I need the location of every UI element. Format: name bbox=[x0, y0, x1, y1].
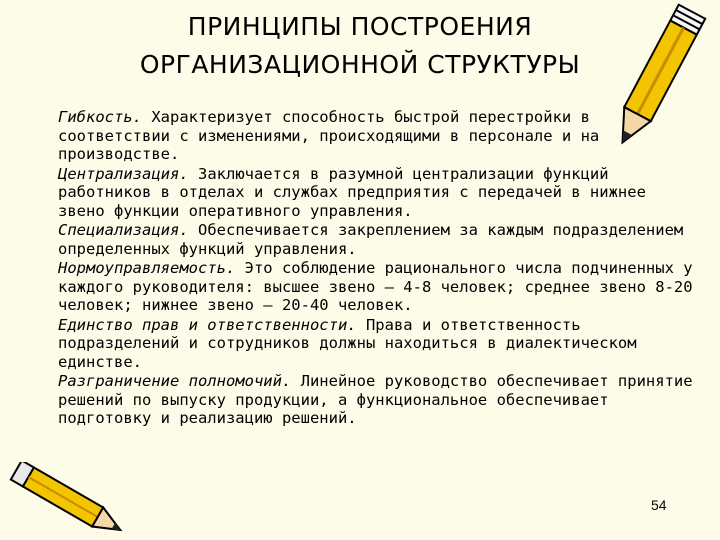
principle-text: Заключается в разумной централизации функций работников в отделах и службах предприятия с передачей в нижнее звено функции оперативного управления. bbox=[58, 164, 646, 220]
page-number: 54 bbox=[651, 497, 667, 513]
principle-text: Линейное руководство обеспечивает принятие решений по выпуску продукции, а функциональное обеспечивает подготовку и реализацию решений. bbox=[58, 372, 693, 427]
title-line-2: ОРГАНИЗАЦИОННОЙ СТРУКТУРЫ bbox=[139, 50, 581, 79]
principle-text: Это соблюдение рационального числа подчиненных у каждого руководителя: высшее звено – 4-8 человек; среднее звено 8-20 человек; нижнее звено – 20-40 человек. bbox=[58, 259, 693, 314]
principle-flexibility bbox=[58, 108, 698, 164]
principle-centralization bbox=[58, 165, 698, 221]
pencil-icon bbox=[0, 462, 140, 540]
principle-term: Нормоуправляемость. bbox=[58, 259, 236, 277]
principles-list bbox=[58, 108, 698, 429]
principle-term: Единство прав и ответственности. bbox=[58, 315, 357, 334]
principle-specialization bbox=[58, 221, 698, 258]
title-line-1: ПРИНЦИПЫ ПОСТРОЕНИЯ bbox=[187, 12, 533, 41]
principle-text: Характеризует способность быстрой перестройки в соответствии с изменениями, происходящими в персонале и на производстве. bbox=[58, 108, 600, 163]
principle-unity-of-rights bbox=[58, 316, 698, 372]
principle-term: Специализация. bbox=[58, 221, 189, 239]
principle-span-of-control bbox=[58, 259, 698, 315]
principle-delegation bbox=[58, 372, 698, 428]
principle-text: Обеспечивается закреплением за каждым подразделением определенных функций управления. bbox=[58, 221, 684, 258]
principle-term: Гибкость. bbox=[58, 108, 142, 126]
slide-title bbox=[60, 8, 660, 84]
principle-term: Разграничение полномочий. bbox=[58, 372, 292, 390]
principle-term: Централизация. bbox=[58, 164, 189, 183]
principle-text: Права и ответственность подразделений и сотрудников должны находиться в диалектическом единстве. bbox=[58, 315, 637, 371]
